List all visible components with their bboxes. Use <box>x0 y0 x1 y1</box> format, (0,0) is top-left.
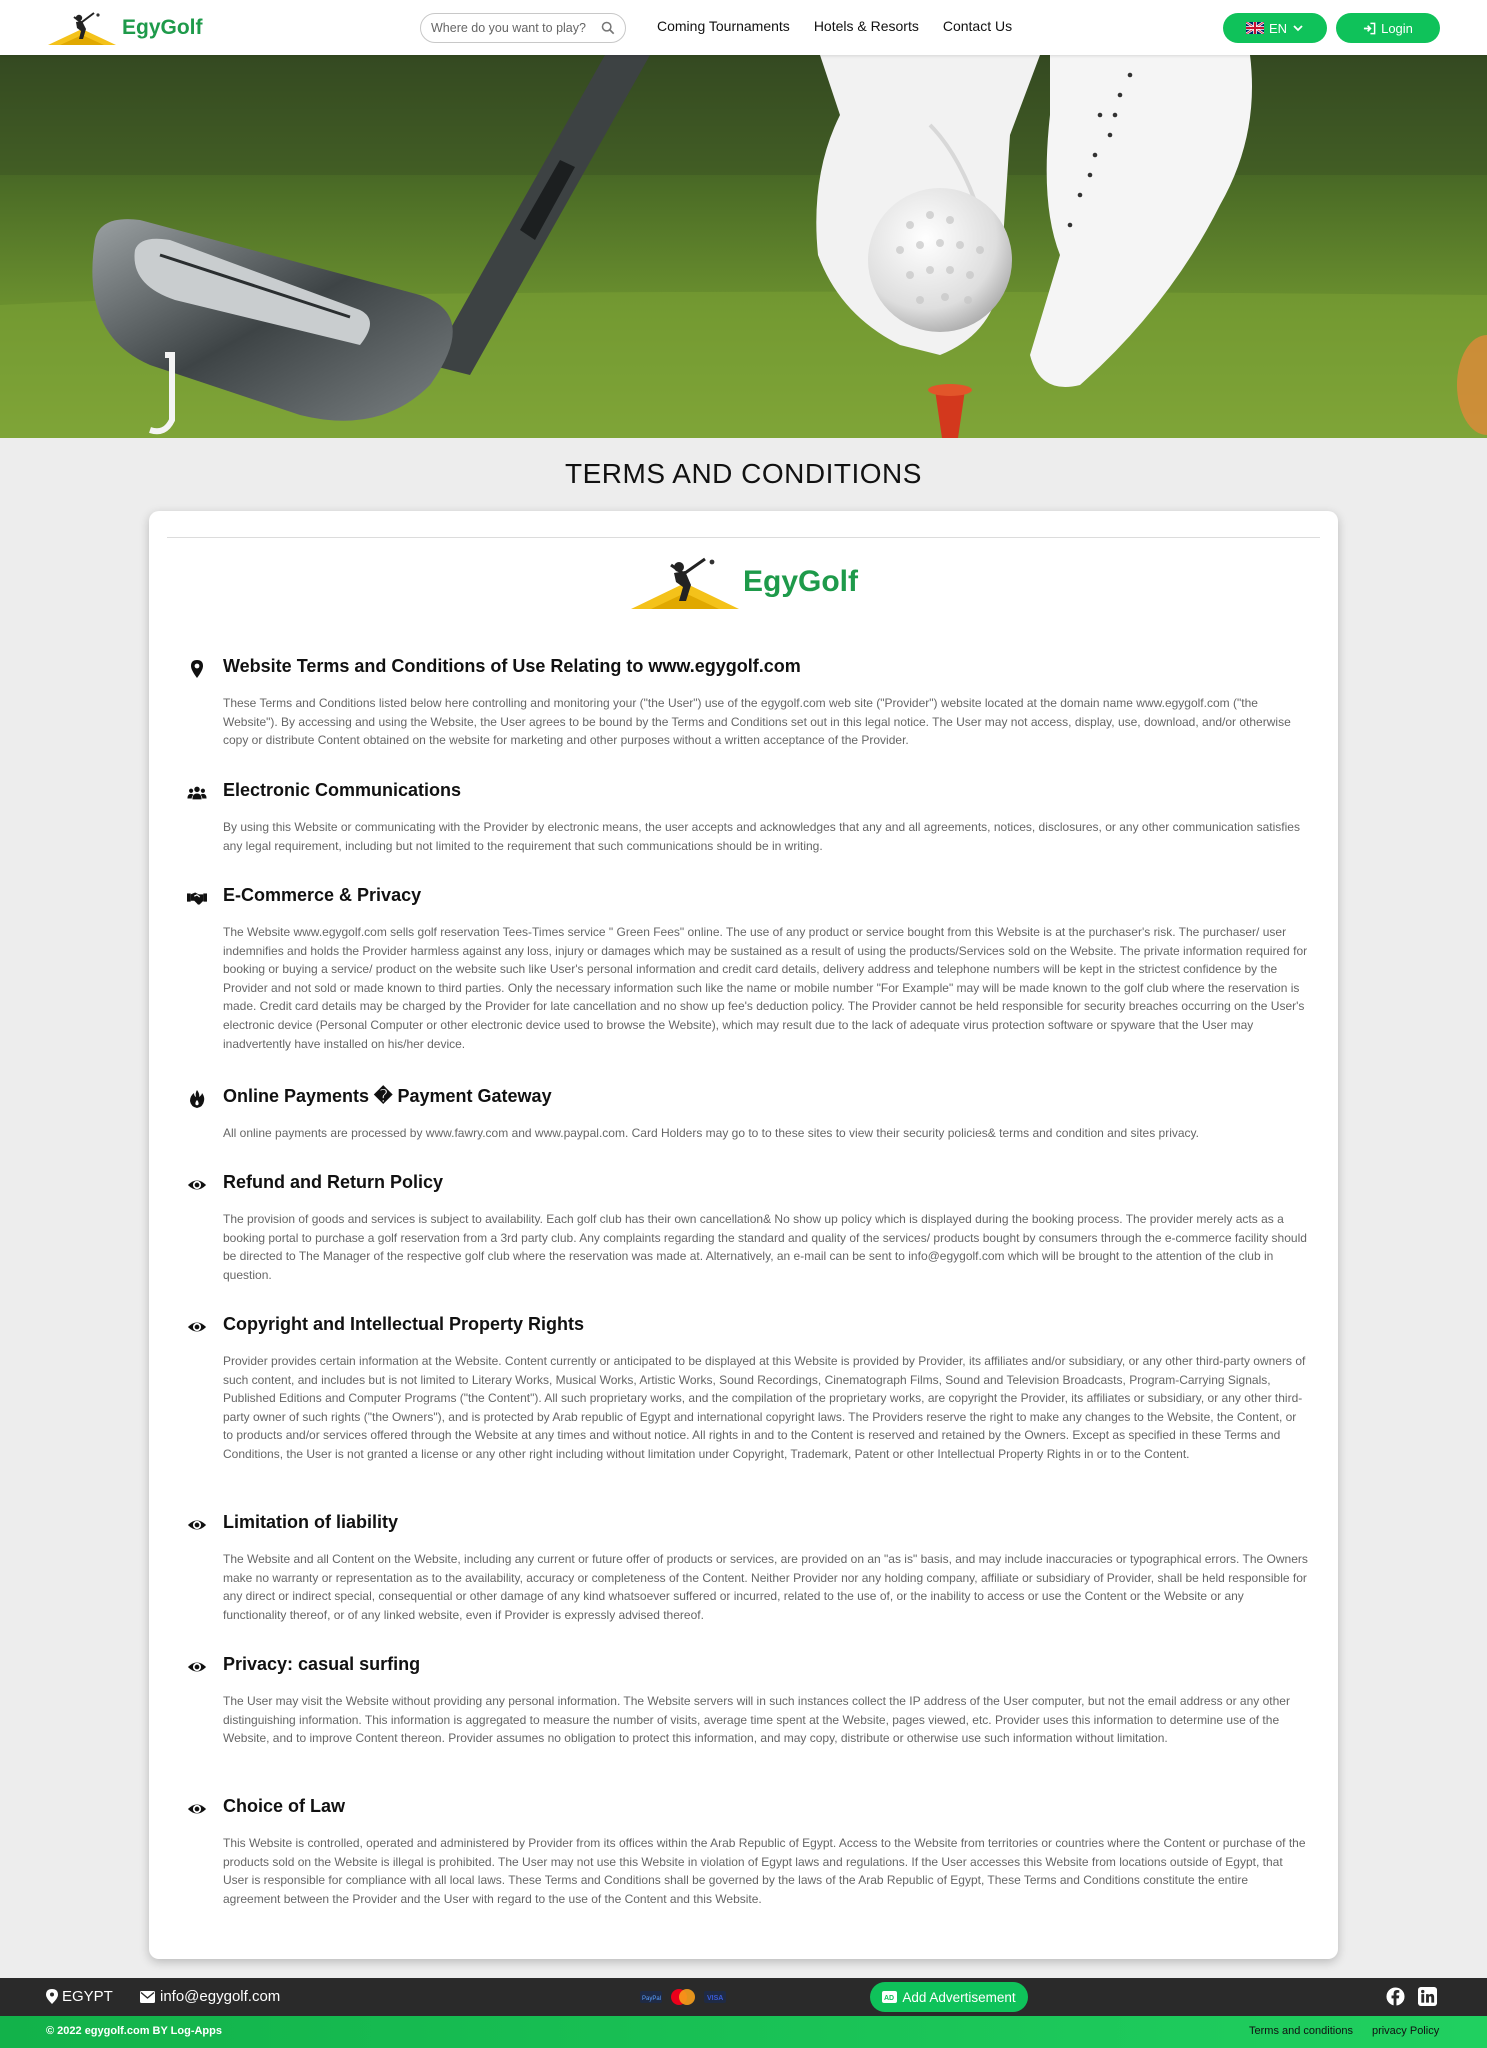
login-button[interactable] <box>1336 13 1440 43</box>
payment-methods <box>640 1988 726 2006</box>
golfer-logo-icon <box>629 553 741 611</box>
privacy-policy-link[interactable]: privacy Policy <box>1371 2025 1440 2037</box>
eye-icon <box>187 1175 207 1195</box>
eye-icon <box>187 1657 207 1677</box>
users-icon <box>187 783 207 803</box>
handshake-icon <box>187 888 207 908</box>
language-dropdown-button[interactable] <box>1223 13 1327 43</box>
add-advertisement-label: Add Advertisement <box>902 1989 1016 2005</box>
footer-email-label: info@egygolf.com <box>160 1988 281 2005</box>
card-logo <box>629 551 869 613</box>
section-title: Choice of Law <box>223 1796 346 1816</box>
nav-hotels-resorts[interactable]: Hotels & Resorts <box>813 18 919 34</box>
footer-country-label: EGYPT <box>62 1988 113 2005</box>
top-navbar <box>0 0 1487 55</box>
map-marker-icon <box>187 659 207 679</box>
section-body: By using this Website or communicating with the Provider by electronic means, the user accepts and acknowledges that any and all agreements, notices, disclosures, or any other communication satisfies any legal requirement, including but not limited to the requirement that such communications should be in writing. <box>223 820 1300 853</box>
mastercard-icon <box>668 1988 698 2006</box>
fire-icon <box>187 1089 207 1109</box>
visa-icon <box>704 1991 726 2003</box>
social-links <box>1386 1987 1437 2006</box>
section-title: E-Commerce & Privacy <box>223 885 422 905</box>
section-title: Copyright and Intellectual Property Rights <box>223 1314 585 1334</box>
search-box[interactable] <box>420 13 626 43</box>
add-advertisement-button[interactable] <box>870 1982 1028 2012</box>
golfer-logo-icon <box>46 9 118 47</box>
section-body: The Website www.egygolf.com sells golf reservation Tees-Times service " Green Fees" online. The use of any product or service bought from this Website is at the purchaser's risk. The purchaser/ user indemnifies and holds the Provider harmless against any loss, injury or damages which may be sustained as a result of using the products/Services sold on the Website. The private information required for booking or buying a service/ product on the website such like User's personal information and credit card details, delivery address and telephone numbers will be kept in the strictest confidence by the Provider and not sold or made known to third parties. Only the necessary information such like the name or mobile number "For Example" may will be made known to the golf club where the reservation is made. Credit card details may be charged by the Provider for late cancellation and no show up fee's deduction policy. The Provider cannot be held responsible for security breaches occurring on the User's electronic device (Personal Computer or other electronic device used to browse the Website), which may result due to the lack of adequate virus protection software or spyware that the User may inadvertently have installed on his/her device. <box>223 925 1308 1051</box>
brand-logo-link[interactable] <box>46 6 203 50</box>
section-body: This Website is controlled, operated and administered by Provider from its offices within the Arab Republic of Egypt. Access to the Website from territories or countries where the Content or purchase of the products sold on the Website is illegal is prohibited. The User may not use this Website in violation of Egypt laws and regulations. If the User accesses this Website from locations outside of Egypt, that User is responsible for compliance with all local laws. These Terms and Conditions shall be governed by the laws of the Arab Republic of Egypt, These Terms and Conditions constitute the entire agreement between the Provider and the User with regard to the use of the Content and this Website. <box>223 1836 1306 1906</box>
copyright-text: © 2022 egygolf.com BY Log-Apps <box>46 2025 222 2037</box>
page-title: TERMS AND CONDITIONS <box>565 458 922 489</box>
hero-banner-image <box>0 55 1487 438</box>
language-label: EN <box>1268 20 1288 36</box>
section-body: The provision of goods and services is subject to availability. Each golf club has their own cancellation& No show up policy which is displayed during the booking process. The provider merely acts as a booking portal to purchase a golf reservation from a 3rd party club. Any complaints regarding the standard and quality of the services/ products bought by consumers through the e-commerce facility should be directed to The Manager of the respective golf club where the reservation was made at. Alternatively, an e-mail can be sent to info@egygolf.com which will be brought to the attention of the club in question. <box>223 1212 1307 1282</box>
section-title: Privacy: casual surfing <box>223 1654 421 1674</box>
section-body: The User may visit the Website without providing any personal information. The Website servers will in such instances collect the IP address of the User computer, but not the email address or any other distinguishing information. This information is aggregated to measure the number of visits, average time spent at the Website, pages viewed, etc. Provider uses this information to determine use of the Website, and to improve Content thereon. Provider assumes no obligation to protect this information, and may copy, distribute or otherwise use such information without limitation. <box>223 1694 1290 1746</box>
uk-flag-icon <box>1246 22 1264 34</box>
main-nav <box>657 18 1012 34</box>
section-title: Online Payments � Payment Gateway <box>223 1086 552 1106</box>
eye-icon <box>187 1515 207 1535</box>
terms-card <box>149 511 1338 1959</box>
svg-text:VISA: VISA <box>707 1995 724 2002</box>
terms-link[interactable]: Terms and conditions <box>1249 2025 1353 2037</box>
linkedin-icon[interactable] <box>1418 1987 1437 2006</box>
section-title: Limitation of liability <box>223 1512 398 1532</box>
section-body: All online payments are processed by www.fawry.com and www.paypal.com. Card Holders may go to to these sites to view their security policies& terms and condition and sites privacy. <box>223 1126 1199 1140</box>
footer-top-bar <box>0 1978 1487 2016</box>
ad-icon <box>882 1991 897 2003</box>
footer-email-link[interactable] <box>140 1988 280 2005</box>
footer-bottom-bar <box>0 2016 1487 2048</box>
section-title: Website Terms and Conditions of Use Relating to www.egygolf.com <box>223 656 801 676</box>
footer-links <box>1249 2025 1439 2037</box>
svg-text:PayPal: PayPal <box>642 1996 662 2002</box>
card-divider <box>167 537 1320 538</box>
chevron-down-icon <box>1292 22 1304 34</box>
map-marker-icon <box>46 1989 58 2004</box>
nav-coming-tournaments[interactable]: Coming Tournaments <box>657 18 790 34</box>
eye-icon <box>187 1799 207 1819</box>
paypal-icon <box>640 1991 662 2003</box>
search-icon[interactable] <box>601 21 615 35</box>
section-body: These Terms and Conditions listed below here controlling and monitoring your ("the User") use of the egygolf.com web site ("Provider") website located at the domain name www.egygolf.com ("the Website"). By accessing and using the Website, the User agrees to be bound by the Terms and Conditions set out in this legal notice. The User may not access, display, use, download, and/or otherwise copy or distribute Content obtained on the website for marketing and other purposes without a written acceptance of the Provider. <box>223 696 1291 748</box>
eye-icon <box>187 1317 207 1337</box>
section-title: Electronic Communications <box>223 780 462 800</box>
login-label: Login <box>1381 20 1413 36</box>
nav-contact-us[interactable]: Contact Us <box>942 18 1013 34</box>
section-title: Refund and Return Policy <box>223 1172 444 1192</box>
brand-name: EgyGolf <box>122 16 203 39</box>
facebook-icon[interactable] <box>1386 1987 1405 2006</box>
section-body: Provider provides certain information at the Website. Content currently or anticipated to be displayed at this Website is provided by Provider, its affiliates and/or subsidiary, or any other third-party owners of such content, and includes but is not limited to Literary Works, Musical Works, Artistic Works, Sound Recordings, Cinematograph Films, Sound and Television Broadcasts, Program-Carrying Signals, Published Editions and Computer Programs ("the Content"). All such proprietary works, and the compilation of the proprietary works, are copyright the Provider, its affiliates or subsidiary, or any other third-party owner of such rights ("the Owners"), and is protected by Arab republic of Egypt and international copyright laws. The Providers reserve the right to make any changes to the Website, the Content, or to products and/or services offered through the Website at any times and without notice. All rights in and to the Content is reserved and retained by the Owners. Except as specified in these Terms and Conditions, the User is not granted a license or any other right including without limitation under Copyright, Trademark, Patent or other Intellectual Property Rights in or to the Content. <box>223 1354 1306 1461</box>
envelope-icon <box>140 1991 155 2003</box>
search-input[interactable] <box>431 21 591 35</box>
card-logo-name: EgyGolf <box>743 565 859 598</box>
section-body: The Website and all Content on the Website, including any current or future offer of products or services, are provided on an "as is" basis, and may include inaccuracies or typographical errors. The Owners make no warranty or representation as to the availability, accuracy or completeness of the Content. Neither Provider nor any holding company, affiliate or subsidiary of Provider, shall be held responsible for any direct or indirect special, consequential or other damage of any kind whatsoever suffered or incurred, related to the use of, or the inability to access or use the Content or the Website or any functionality thereof, or of any linked website, even if Provider is expressly advised thereof. <box>223 1552 1308 1622</box>
svg-text:AD: AD <box>884 1995 895 2002</box>
sign-in-icon <box>1363 22 1376 35</box>
footer-country <box>46 1988 113 2005</box>
